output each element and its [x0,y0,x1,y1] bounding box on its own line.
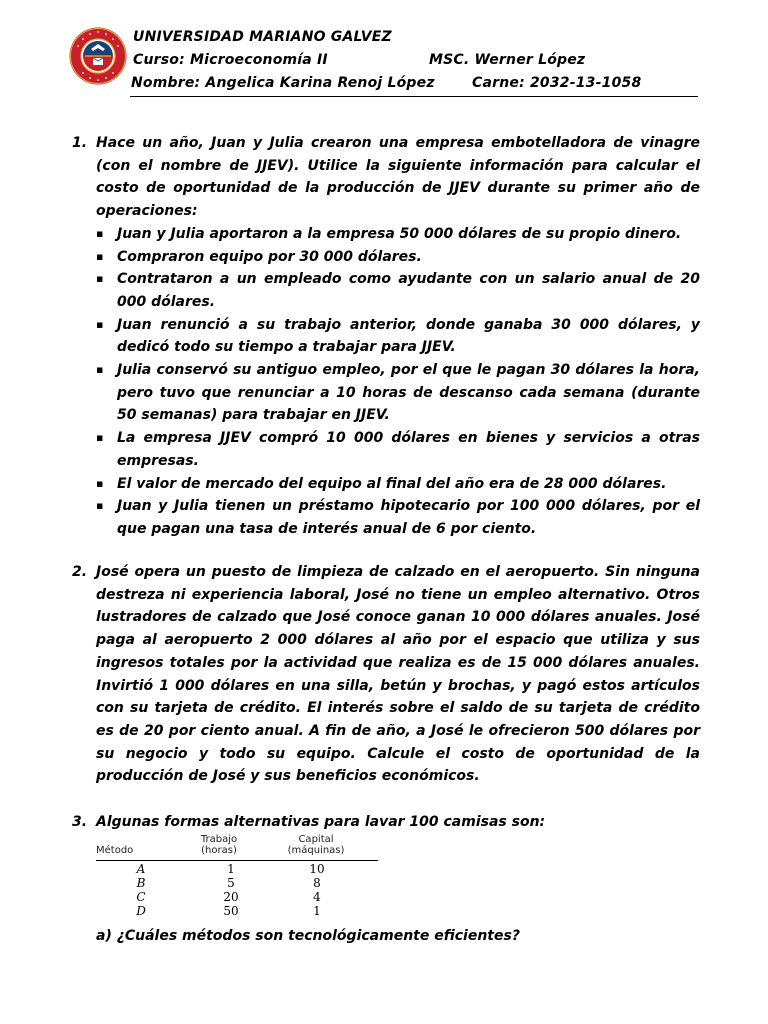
bullet-list [96,223,700,541]
question-text: Algunas formas alternativas para lavar 100 camisas son: [96,814,546,830]
list-item: ▪ Juan renunció a su trabajo anterior, donde ganaba 30 000 dólares, y dedicó todo su tiempo a trabajar para JJEV. [96,314,700,359]
course-label: Curso: Microeconomía II [133,52,328,68]
question-text: José opera un puesto de limpieza de calzado en el aeropuerto. Sin ninguna destreza ni experiencia laboral, José no tiene un empleo alternativo. Otros lustradores de calzado que José conoce ganan 10 000 dólares anuales. José paga al aeropuerto 2 000 dólares al año por el espacio que utiliza y sus ingresos totales por la actividad que realiza es de 15 000 dólares anuales. Invirtió 1 000 dólares en una silla, betún y brochas, y pagó estos artículos con su tarjeta de crédito. El interés sobre el saldo de su tarjeta de crédito es de 20 por ciento anual. A fin de año, a José le ofrecieron 500 dólares por su negocio y todo su equipo. Calcule el costo de oportunidad de la producción de José y sus beneficios económicos. [96,564,700,785]
list-item: ▪ Compraron equipo por 30 000 dólares. [96,246,700,269]
university-name: UNIVERSIDAD MARIANO GALVEZ [133,29,392,45]
professor-label: MSC. Werner López [429,52,586,68]
column-header-work: Trabajo (horas) [200,834,238,856]
university-seal-logo [69,27,127,85]
bullet-icon: ▪ [96,249,104,263]
column-header-method: Método [96,845,134,856]
bullet-icon: ▪ [96,272,104,286]
question-2 [72,561,700,788]
question-text: Hace un año, Juan y Julia crearon una empresa embotelladora de vinagre (con el nombre de JJEV). Utilice la siguiente información para calcular el costo de oportunidad de la producción de JJEV durante su primer año de operaciones: [96,135,700,220]
bullet-icon: ▪ [96,476,104,490]
list-item: ▪ Juan y Julia tienen un préstamo hipotecario por 100 000 dólares, por el que pagan una tasa de interés anual de 6 por ciento. [96,495,700,540]
table-row: A 1 10 [136,862,325,876]
bullet-icon: ▪ [96,431,104,445]
sub-question-a: a) ¿Cuáles métodos son tecnológicamente eficientes? [96,928,520,944]
table-row: C 20 4 [136,890,321,904]
bullet-icon: ▪ [96,363,104,377]
bullet-icon: ▪ [96,499,104,513]
table-header-rule [96,860,378,861]
bullet-icon: ▪ [96,226,104,240]
student-carne: Carne: 2032-13-1058 [472,75,642,91]
list-item: ▪ El valor de mercado del equipo al final del año era de 28 000 dólares. [96,473,700,496]
bullet-icon: ▪ [96,317,104,331]
list-item: ▪ La empresa JJEV compró 10 000 dólares en bienes y servicios a otras empresas. [96,427,700,472]
student-name: Nombre: Angelica Karina Renoj López [131,75,435,91]
question-number: 2. [72,564,88,580]
list-item: ▪ Julia conservó su antiguo empleo, por el que le pagan 30 dólares la hora, pero tuvo que renunciar a 10 horas de descanso cada semana (durante 50 semanas) para trabajar en JJEV. [96,359,700,427]
document-header [0,0,768,100]
question-1 [72,132,700,541]
question-number: 1. [72,135,88,151]
list-item: ▪ Juan y Julia aportaron a la empresa 50 000 dólares de su propio dinero. [96,223,700,246]
table-row: B 5 8 [136,876,321,890]
question-3 [72,811,700,834]
table-row: D 50 1 [136,904,321,918]
column-header-capital: Capital (máquinas) [287,834,345,856]
question-number: 3. [72,814,88,830]
list-item: ▪ Contrataron a un empleado como ayudante con un salario anual de 20 000 dólares. [96,268,700,313]
header-divider [130,96,698,97]
